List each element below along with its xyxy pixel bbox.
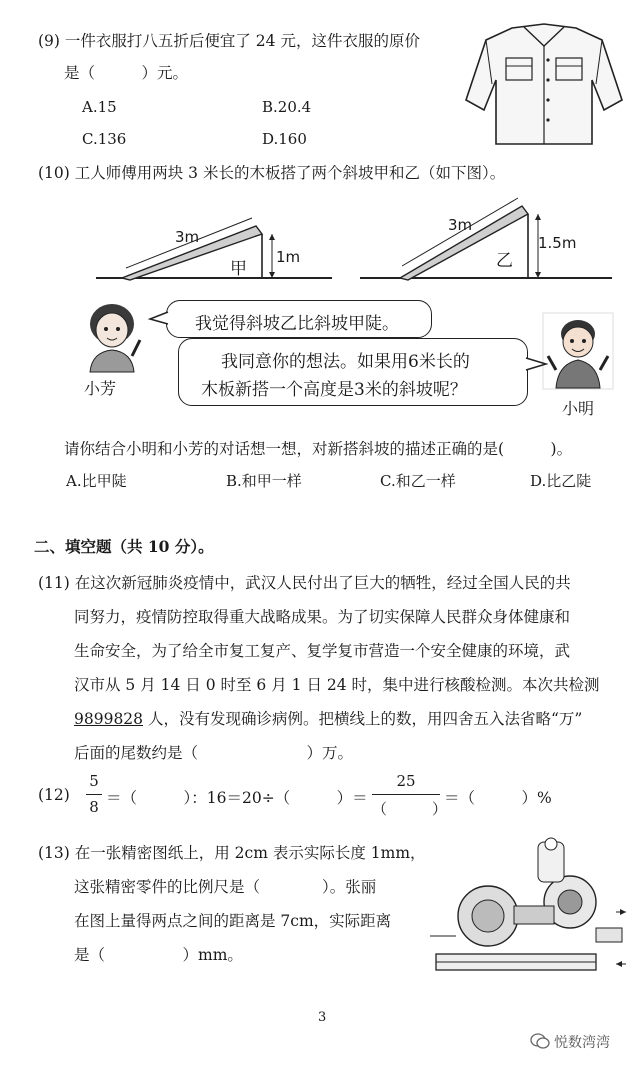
q12-end: ＝（ ）% <box>444 789 552 807</box>
girl-name: 小芳 <box>84 379 117 398</box>
shirt-illustration <box>462 20 627 150</box>
page-number: 3 <box>318 1010 327 1025</box>
q10-stem: (10) 工人师傅用两块 3 米长的木板搭了两个斜坡甲和乙（如下图）。 <box>38 164 506 182</box>
slope-a-height-label: 1m <box>276 248 301 266</box>
watermark-text: 悦数湾湾 <box>554 1035 610 1051</box>
q10-option-d: D.比乙陡 <box>530 472 592 490</box>
q9-option-d: D.160 <box>262 130 307 148</box>
bubble-boy-line1: 我同意你的想法。如果用6米长的 <box>221 352 470 372</box>
bubble-boy-tail <box>524 356 548 372</box>
section2-title: 二、填空题（共 10 分）。 <box>34 537 214 556</box>
q11-line1: (11) 在这次新冠肺炎疫情中，武汉人民付出了巨大的牺牲，经过全国人民的共 <box>38 574 571 592</box>
q13-line3: 在图上量得两点之间的距离是 7cm，实际距离 <box>74 912 392 930</box>
q12-middle: ＝（ ）：16＝20÷（ ）＝ <box>106 789 368 807</box>
q13-line2: 这张精密零件的比例尺是（ ）。张丽 <box>74 878 377 896</box>
q13-line4: 是（ ）mm。 <box>74 946 243 964</box>
q11-line4: 汉市从 5 月 14 日 0 时至 6 月 1 日 24 时，集中进行核酸检测。本次共检测 <box>74 676 600 694</box>
q12-fraction-denominator: 8 <box>89 798 99 816</box>
slope-b-board-label: 3m <box>448 216 473 234</box>
q12-fraction2-numerator: 25 <box>396 772 416 790</box>
q9-line2: 是（ ）元。 <box>64 64 189 82</box>
boy-avatar <box>542 312 614 390</box>
q11-block <box>38 566 600 770</box>
bubble-girl-tail <box>148 310 170 326</box>
q9-option-c: C.136 <box>82 130 127 148</box>
slope-a-board-label: 3m <box>175 228 200 246</box>
q10-question: 请你结合小明和小芳的对话想一想，对新搭斜坡的描述正确的是( )。 <box>64 440 573 458</box>
q9-option-a: A.15 <box>82 98 117 116</box>
q9-option-b: B.20.4 <box>262 98 312 116</box>
bubble-girl-text: 我觉得斜坡乙比斜坡甲陡。 <box>195 314 399 334</box>
speech-bubble-girl <box>166 300 432 338</box>
q11-line3: 生命安全，为了给全市复工复产、复学复市营造一个安全健康的环境，武 <box>74 642 571 660</box>
q11-line5-rest: 人，没有发现确诊病例。把横线上的数，用四舍五入法省略“万” <box>143 710 583 728</box>
q11-line6: 后面的尾数约是（ ）万。 <box>74 744 354 762</box>
machine-part-illustration <box>430 836 626 986</box>
q12-fraction2-bar <box>372 794 440 795</box>
speech-bubble-boy <box>178 338 528 406</box>
slope-a-name: 甲 <box>230 259 247 279</box>
q12-fraction2-denominator: （ ） <box>372 800 448 818</box>
q12-fraction-numerator: 5 <box>89 772 99 790</box>
q10-option-c: C.和乙一样 <box>380 472 456 490</box>
slope-b-height-label: 1.5m <box>538 234 577 252</box>
q12-fraction-bar <box>86 794 102 795</box>
q11-line2: 同努力，疫情防控取得重大战略成果。为了切实保障人民群众身体健康和 <box>74 608 571 626</box>
q13-block <box>38 836 426 972</box>
q10-option-b: B.和甲一样 <box>226 472 302 490</box>
bubble-boy-line2: 木板新搭一个高度是3米的斜坡呢？ <box>201 380 467 400</box>
slope-b-name: 乙 <box>496 251 513 271</box>
q12-label: (12) <box>38 786 70 804</box>
q10-option-a: A.比甲陡 <box>66 472 127 490</box>
boy-name: 小明 <box>562 399 595 418</box>
q9-line1: (9) 一件衣服打八五折后便宜了 24 元，这件衣服的原价 <box>38 32 420 50</box>
slope-diagram-b <box>360 198 615 290</box>
girl-avatar <box>78 300 148 372</box>
q13-line1: (13) 在一张精密图纸上，用 2cm 表示实际长度 1mm， <box>38 844 426 862</box>
wechat-logo <box>530 1033 550 1049</box>
q11-number: 9899828 <box>74 710 144 728</box>
slope-diagram-a <box>96 200 336 290</box>
q11-line5 <box>38 702 600 736</box>
